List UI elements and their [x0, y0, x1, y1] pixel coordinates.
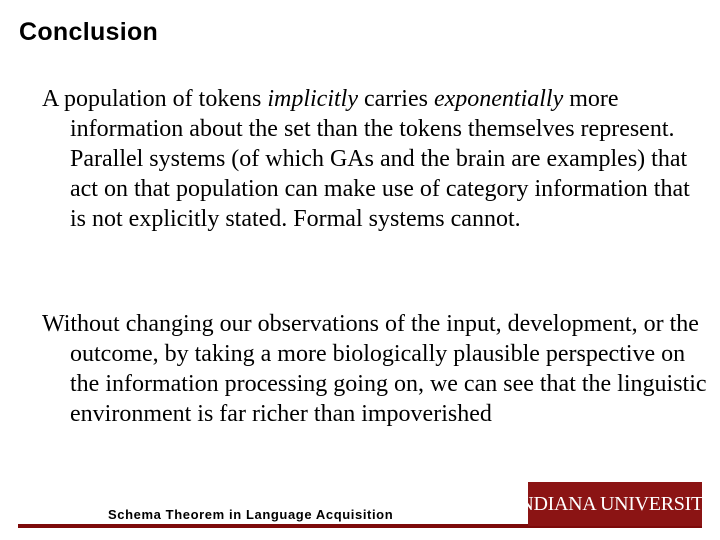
indiana-university-logo: [512, 482, 718, 526]
conclusion-paragraph-1: [42, 84, 710, 234]
paragraph-1-text-c: more information about the set than the tokens themselves represent. Parallel systems (of which GAs and the brain are examples) that act on that population can make use of category information that is not explicitly stated. Formal systems cannot.: [70, 86, 690, 232]
paragraph-1-text-b: carries: [357, 86, 434, 112]
conclusion-paragraph-2: Without changing our observations of the input, development, or the outcome, by taking a more biologically plausible perspective on the information processing going on, we can see that the linguistic environment is far richer than impoverished: [42, 311, 707, 427]
logo-wordmark: INDIANA UNIVERSITY: [512, 492, 718, 515]
slide-title: Conclusion: [19, 18, 159, 46]
paragraph-1-text-a: A population of tokens: [42, 86, 268, 112]
emphasis-implicitly: implicitly: [267, 86, 358, 112]
emphasis-exponentially: exponentially: [433, 86, 564, 112]
footer-caption: Schema Theorem in Language Acquisition: [108, 507, 394, 522]
